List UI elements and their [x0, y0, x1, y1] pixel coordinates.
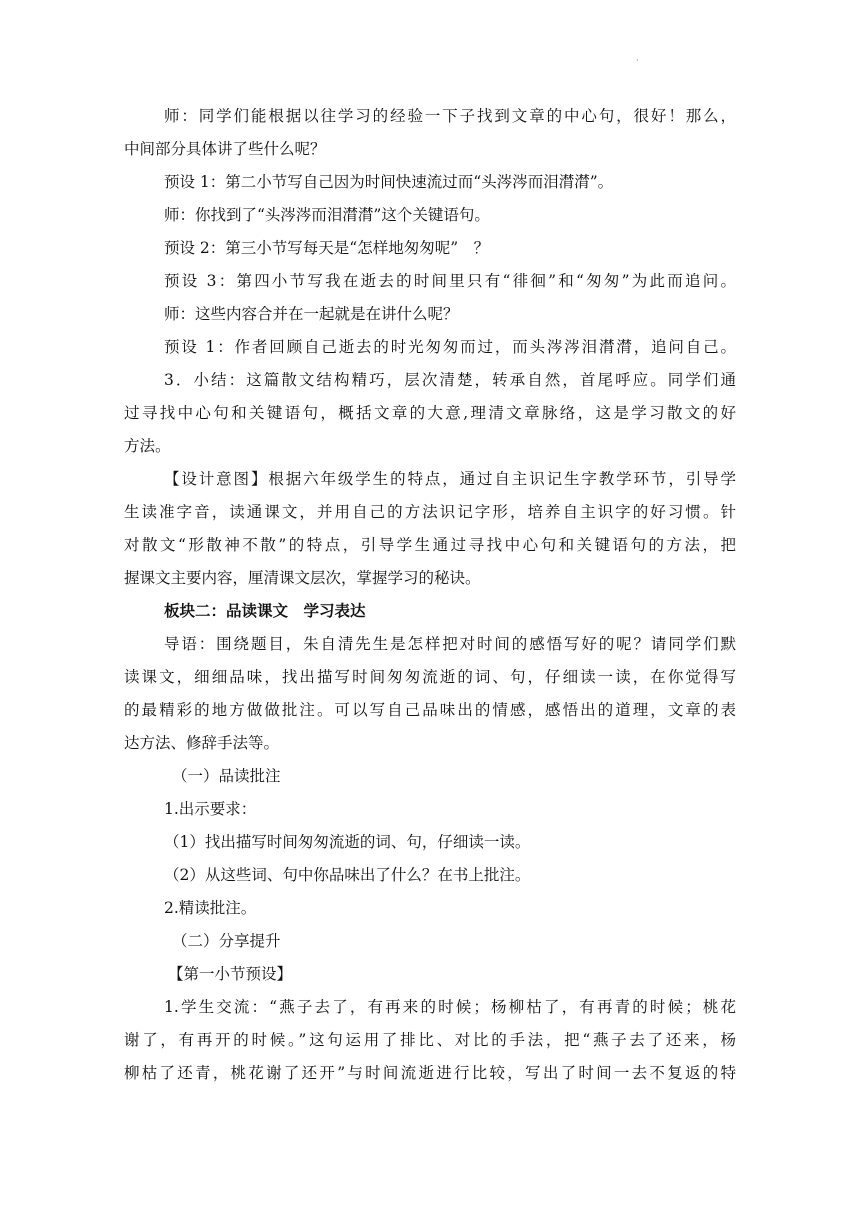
paragraph-line: 握课文主要内容，厘清课文层次，掌握学习的秘诀。: [124, 569, 481, 587]
paragraph-line: 中间部分具体讲了些什么呢？: [124, 140, 326, 158]
page-mark: ·: [636, 56, 639, 65]
paragraph-line: 谢了，有再开的时候。”这句运用了排比、对比的手法，把“燕子去了还来，杨: [124, 1031, 736, 1049]
paragraph-line: 【设计意图】根据六年级学生的特点，通过自主识记生字教学环节，引导学: [164, 470, 736, 488]
paragraph-line: 师：同学们能根据以往学习的经验一下子找到文章的中心句，很好！那么，: [164, 107, 736, 125]
document-body: [124, 100, 736, 1090]
paragraph-line: 预设 3：第四小节写我在逝去的时间里只有“徘徊”和“匆匆”为此而追问。: [164, 272, 736, 290]
paragraph-line: 过寻找中心句和关键语句，概括文章的大意,理清文章脉络，这是学习散文的好: [124, 404, 736, 422]
subsection-heading: 【第一小节预设】: [168, 965, 293, 983]
paragraph-line: 2.精读批注。: [164, 899, 257, 917]
paragraph-line: 3．小结：这篇散文结构精巧，层次清楚，转承自然，首尾呼应。同学们通: [164, 371, 736, 389]
paragraph-line: 柳枯了还青，桃花谢了还开”与时间流逝进行比较，写出了时间一去不复返的特: [124, 1064, 736, 1082]
paragraph-line: 的最精彩的地方做做批注。可以写自己品味出的情感，感悟出的道理，文章的表: [124, 701, 736, 719]
paragraph-line: 达方法、修辞手法等。: [124, 734, 280, 752]
paragraph-line: 对散文“形散神不散”的特点，引导学生通过寻找中心句和关键语句的方法，把: [124, 536, 736, 554]
paragraph-line: 1.出示要求：: [164, 800, 257, 818]
paragraph-line: 预设 1：第二小节写自己因为时间快速流过而“头涔涔而泪潸潸”。: [164, 173, 614, 191]
list-item: （2）从这些词、句中你品味出了什么？在书上批注。: [164, 866, 531, 884]
paragraph-line: 生读准字音，读通课文，并用自己的方法识记字形，培养自主识字的好习惯。针: [124, 503, 736, 521]
paragraph-line: 师：这些内容合并在一起就是在讲什么呢？: [164, 305, 459, 323]
paragraph-line: 方法。: [124, 437, 171, 455]
paragraph-line: 预设 2：第三小节写每天是“怎样地匆匆呢” ？: [164, 239, 490, 257]
paragraph-line: 读课文，细细品味，找出描写时间匆匆流逝的词、句，仔细读一读，在你觉得写: [124, 668, 736, 686]
paragraph-line: 师：你找到了“头涔涔而泪潸潸”这个关键语句。: [164, 206, 490, 224]
paragraph-line: 1.学生交流：“燕子去了，有再来的时候；杨柳枯了，有再青的时候；桃花: [164, 998, 736, 1016]
list-item: （1）找出描写时间匆匆流逝的词、句，仔细读一读。: [164, 833, 531, 851]
paragraph-line: 导语：围绕题目，朱自清先生是怎样把对时间的感悟写好的呢？请同学们默: [164, 635, 736, 653]
paragraph-line: 预设 1：作者回顾自己逝去的时光匆匆而过，而头涔涔泪潸潸，追问自己。: [164, 338, 736, 356]
subsection-heading: （二）分享提升: [172, 932, 281, 950]
subsection-heading: （一）品读批注: [172, 767, 281, 785]
section-heading: 板块二：品读课文 学习表达: [164, 602, 366, 620]
